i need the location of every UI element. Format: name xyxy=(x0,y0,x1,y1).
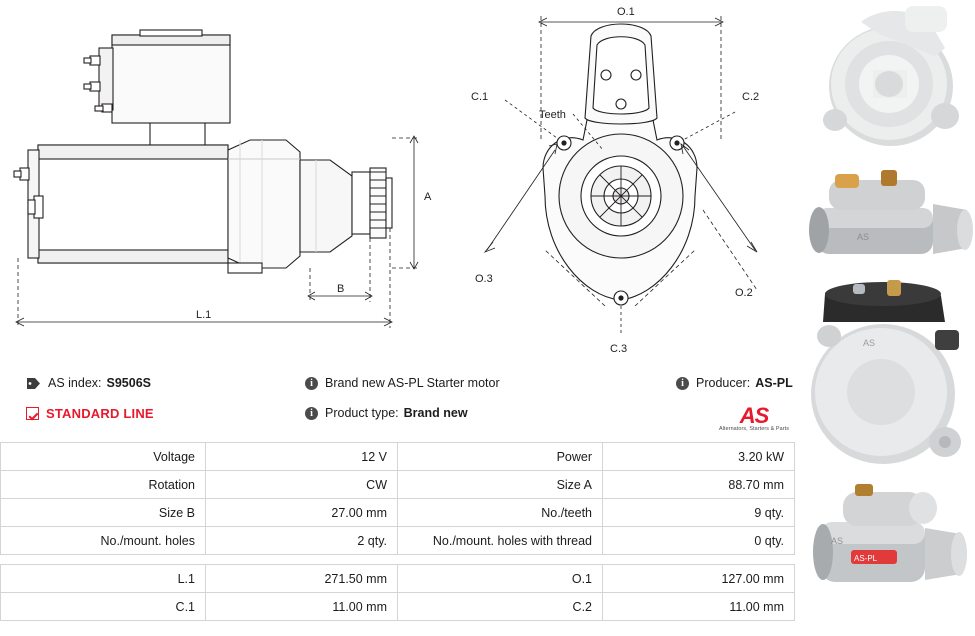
tag-icon xyxy=(26,377,41,390)
brand-mark: AS xyxy=(739,403,769,428)
spec-label: No./teeth xyxy=(398,499,603,527)
spec-label: Size B xyxy=(1,499,206,527)
spec-value: 2 qty. xyxy=(206,527,398,555)
dim-a-label: A xyxy=(424,191,432,203)
starter-front-view-drawing xyxy=(445,0,795,358)
table-row xyxy=(1,565,795,593)
dim-o2-label: O.2 xyxy=(735,287,753,299)
producer-row xyxy=(676,376,793,390)
checkbox-checked-icon xyxy=(26,407,39,420)
product-photo-2[interactable] xyxy=(795,152,975,274)
as-index-value: S9506S xyxy=(106,376,151,390)
dim-b-label: B xyxy=(337,283,345,295)
spec-value: 127.00 mm xyxy=(603,565,795,593)
table-row xyxy=(1,527,795,555)
teeth-label: Teeth xyxy=(539,109,566,121)
spec-value: 12 V xyxy=(206,443,398,471)
starter-side-view-drawing xyxy=(0,0,450,358)
product-info-strip xyxy=(0,358,795,442)
table-row xyxy=(1,499,795,527)
dim-o1-label: O.1 xyxy=(617,6,635,18)
svg-text:AS-PL: AS-PL xyxy=(854,554,878,563)
svg-text:AS: AS xyxy=(857,232,870,242)
description-row xyxy=(305,376,500,390)
spec-value: 3.20 kW xyxy=(603,443,795,471)
dim-c2-label: C.2 xyxy=(742,91,760,103)
spec-label: No./mount. holes xyxy=(1,527,206,555)
as-index-row xyxy=(26,376,151,390)
info-icon: i xyxy=(305,377,318,390)
spec-label: Rotation xyxy=(1,471,206,499)
table-row xyxy=(1,593,795,621)
table-spacer-row xyxy=(1,555,795,565)
info-icon-2: i xyxy=(305,407,318,420)
standard-line-label: STANDARD LINE xyxy=(46,406,154,421)
spec-value: 11.00 mm xyxy=(603,593,795,621)
table-row xyxy=(1,471,795,499)
brand-tagline: Alternators, Starters & Parts xyxy=(718,426,789,432)
spec-label: C.1 xyxy=(1,593,206,621)
product-type-row xyxy=(305,406,468,420)
table-row xyxy=(1,443,795,471)
product-photo-3[interactable] xyxy=(795,274,975,470)
dim-c3-label: C.3 xyxy=(610,343,628,355)
spec-label: Size A xyxy=(398,471,603,499)
spec-value: 9 qty. xyxy=(603,499,795,527)
spec-value: 88.70 mm xyxy=(603,471,795,499)
info-icon-3: i xyxy=(676,377,689,390)
dim-o3-label: O.3 xyxy=(475,273,493,285)
spec-label: O.1 xyxy=(398,565,603,593)
product-photo-4[interactable] xyxy=(795,470,975,636)
product-type-label: Product type: xyxy=(325,406,399,420)
technical-drawings xyxy=(0,0,795,358)
spec-label: Power xyxy=(398,443,603,471)
product-photo-gallery xyxy=(795,0,975,636)
svg-text:AS: AS xyxy=(831,536,844,546)
dim-c1-label: C.1 xyxy=(471,91,489,103)
spec-value: 271.50 mm xyxy=(206,565,398,593)
spec-value: 27.00 mm xyxy=(206,499,398,527)
producer-value: AS-PL xyxy=(755,376,793,390)
spec-value: 0 qty. xyxy=(603,527,795,555)
spec-value: CW xyxy=(206,471,398,499)
spec-label: L.1 xyxy=(1,565,206,593)
spec-value: 11.00 mm xyxy=(206,593,398,621)
product-type-value: Brand new xyxy=(403,406,468,420)
producer-label: Producer: xyxy=(696,376,751,390)
specifications-table xyxy=(0,442,795,621)
standard-line-row xyxy=(26,406,154,421)
as-pl-logo xyxy=(718,403,789,432)
as-index-label: AS index: xyxy=(48,376,102,390)
dim-l1-label: L.1 xyxy=(196,309,212,321)
spec-label: Voltage xyxy=(1,443,206,471)
spec-label: C.2 xyxy=(398,593,603,621)
spec-label: No./mount. holes with thread xyxy=(398,527,603,555)
product-photo-1[interactable] xyxy=(795,0,975,152)
description-text: Brand new AS-PL Starter motor xyxy=(325,376,500,390)
svg-text:AS: AS xyxy=(863,338,876,348)
